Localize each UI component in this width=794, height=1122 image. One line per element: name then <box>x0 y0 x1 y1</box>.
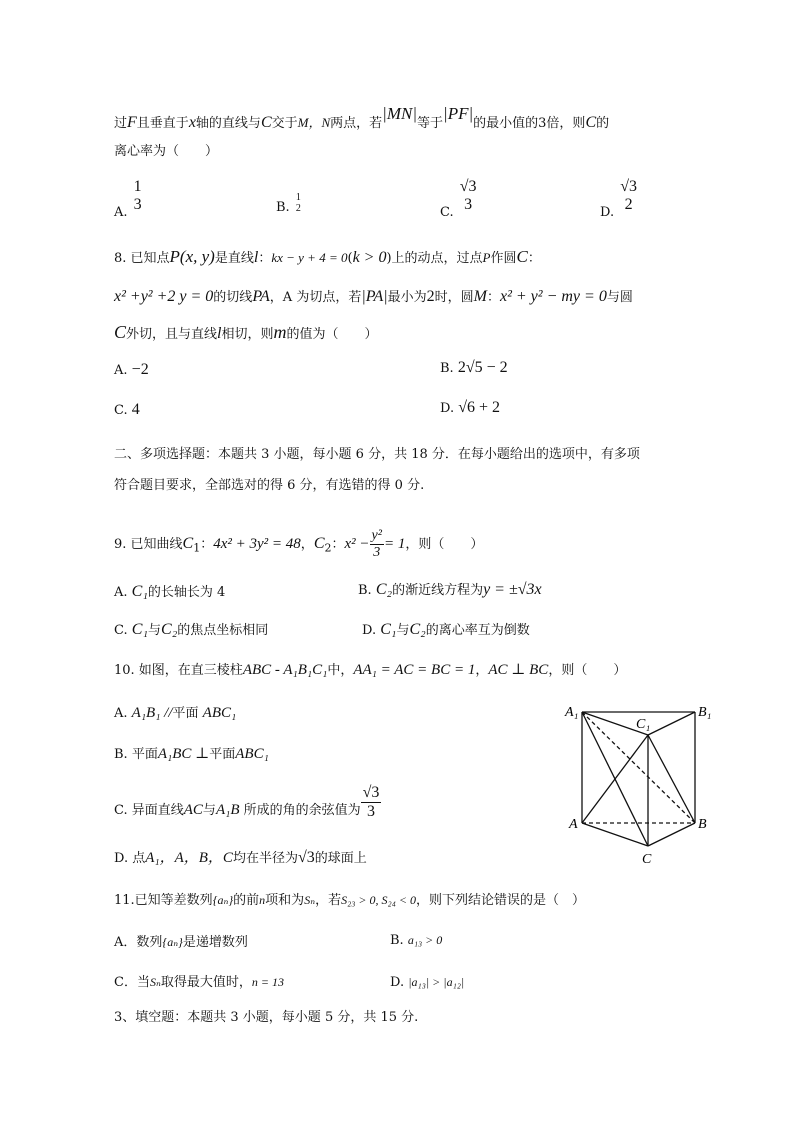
q8-math: k > 0 <box>352 249 387 266</box>
option-math: Sₙ <box>149 975 161 989</box>
q8-text: 最小为 <box>387 290 427 305</box>
q10-stem <box>114 660 626 681</box>
q7-math-c: C <box>585 114 597 131</box>
q11-text: 11.已知等差数列 <box>114 893 213 908</box>
q8-text: )上的动点，过点 <box>386 251 483 266</box>
option-text: 与 <box>148 623 162 638</box>
option-math: a₁₃ > 0 <box>407 933 443 947</box>
q7-math-f: F <box>127 114 137 131</box>
option-label: C. <box>440 204 454 220</box>
option-text: 的球面上 <box>314 851 367 866</box>
q11-text: ，若 <box>315 893 342 908</box>
q10-text: ，则（ ） <box>548 663 627 678</box>
option-label: D. <box>600 204 615 220</box>
q11-text: 项和为 <box>265 893 305 908</box>
q10-option-b[interactable] <box>114 744 269 765</box>
q8-stem-line1 <box>114 247 541 269</box>
q11-text: 的前 <box>233 893 260 908</box>
option-math: C₁ <box>380 621 397 638</box>
option-math: C₂ <box>409 621 426 638</box>
q8-text: 作圆 <box>490 251 517 266</box>
option-math: A₁B <box>215 802 240 818</box>
option-label: A. <box>114 204 128 220</box>
q7-stem-line2: 离心率为（ ） <box>114 144 219 159</box>
q9-text: 9. 已知曲线 <box>114 537 183 552</box>
option-text: 的长轴长为 4 <box>147 585 226 600</box>
q9-math: 2 <box>324 541 332 555</box>
q11-option-c[interactable] <box>114 972 284 993</box>
q10-text: 10. 如图，在直三棱柱 <box>114 663 243 678</box>
q9-text: ，则（ ） <box>405 537 484 552</box>
q8-text: ： <box>258 251 272 266</box>
option-math: A₁B₁ // <box>131 705 173 721</box>
q8-math: C <box>114 322 127 342</box>
label-a1: A₁ <box>565 705 579 720</box>
option-text: 与 <box>396 623 410 638</box>
option-fraction: √3 2 <box>620 178 638 213</box>
edge-c1-b <box>648 735 695 823</box>
option-text: 与 <box>202 803 216 818</box>
option-label: D. <box>390 975 405 990</box>
q11-stem <box>114 890 585 911</box>
q9-math: = 1 <box>383 536 406 552</box>
q8-math: x² + y² − my = 0 <box>499 288 607 305</box>
option-text: 的渐近线方程为 <box>392 583 484 598</box>
option-math: AC <box>183 802 203 818</box>
q7-math-x: x <box>188 114 196 131</box>
option-label: B. <box>390 933 404 948</box>
option-math: y = ±√3x <box>483 581 542 598</box>
option-math: {aₙ} <box>162 935 183 949</box>
option-label: C. <box>114 403 128 418</box>
q11-math: n <box>259 893 266 907</box>
q7-text: 等于 <box>417 116 444 131</box>
q8-text: 是直线 <box>214 251 254 266</box>
q8-math: l <box>253 249 259 266</box>
option-label: A. <box>114 363 128 378</box>
q7-text: 过 <box>114 116 128 131</box>
option-label: A．数列 <box>114 935 163 950</box>
q7-option-a[interactable] <box>114 178 144 220</box>
q8-math: PA <box>252 288 270 305</box>
q9-stem <box>114 524 483 564</box>
q9-math: 1 <box>193 541 201 555</box>
option-text: 平面 <box>209 747 236 762</box>
q9-math: 4x² + 3y² = 48 <box>213 536 301 552</box>
q9-option-d[interactable] <box>362 620 530 641</box>
option-label: D. <box>440 401 455 416</box>
q7-math-mn-points: M，N <box>297 115 331 130</box>
q9-option-c[interactable] <box>114 620 268 641</box>
q8-text: 相切，则 <box>221 327 274 342</box>
option-label: A. <box>114 706 128 721</box>
option-math: A₁，A，B，C <box>145 850 233 866</box>
label-b: B <box>698 817 707 832</box>
q10-option-a[interactable] <box>114 703 236 724</box>
option-label: C. <box>114 623 128 638</box>
option-label: B. <box>358 583 372 598</box>
q7-text: 交于 <box>271 116 298 131</box>
label-a: A <box>569 817 578 832</box>
q9-text: ： <box>200 537 214 552</box>
q8-text: 8. 已知点 <box>114 251 170 266</box>
q11-option-b[interactable] <box>390 930 442 951</box>
q11-math: Sₙ <box>304 893 316 907</box>
label-c1: C₁ <box>636 717 651 732</box>
q8-option-c[interactable] <box>114 400 140 421</box>
q10-math: AC ⊥ BC <box>488 662 549 678</box>
q7-math-abs-mn: |MN| <box>382 104 418 123</box>
q8-math: x² +y² +2 y = 0 <box>114 288 214 305</box>
q9-fraction: $\frac{\text{y²}}{3}$ <box>371 528 382 560</box>
option-label: C．当 <box>114 975 150 990</box>
q7-option-b[interactable] <box>276 192 303 214</box>
q8-text: 外切，且与直线 <box>126 327 218 342</box>
q7-text: 的 <box>596 116 610 131</box>
q10-math: ABC - A₁B₁C₁ <box>242 662 328 678</box>
q8-text: 的切线 <box>213 290 253 305</box>
option-text: 取得最大值时， <box>160 975 252 990</box>
q9-text: ， <box>300 537 314 552</box>
option-math: C₁ <box>131 583 148 600</box>
q7-option-d[interactable] <box>600 178 639 220</box>
q8-text: ，A 为切点，若 <box>269 290 362 305</box>
option-text: 是递增数列 <box>182 935 248 950</box>
q10-math: AA₁ = AC = BC = 1 <box>353 662 476 678</box>
option-label: B. <box>276 199 290 215</box>
q7-option-c[interactable] <box>440 178 479 220</box>
q9-option-a[interactable] <box>114 582 225 603</box>
q8-text: ( <box>347 251 353 266</box>
q9-math: C <box>313 535 325 552</box>
q10-option-d[interactable] <box>114 848 367 869</box>
label-c: C <box>642 852 652 867</box>
q8-math: |PA| <box>361 288 388 305</box>
q8-text: 的值为（ ） <box>286 327 378 342</box>
q8-stem-line2 <box>114 287 633 308</box>
option-math: ABC₁ <box>235 746 269 762</box>
option-math: A₁BC ⊥ <box>157 746 210 762</box>
option-math: C₁ <box>131 621 148 638</box>
q8-option-a[interactable] <box>114 360 149 381</box>
option-value: 2√5 − 2 <box>457 359 508 376</box>
q8-text: ： <box>527 251 541 266</box>
q8-math: P(x, y) <box>169 247 215 266</box>
prism-figure <box>560 700 720 870</box>
option-fraction: 1 2 <box>295 192 301 214</box>
q10-text: 中， <box>327 663 354 678</box>
q9-math: x² − <box>344 536 370 552</box>
option-math: C₂ <box>375 581 393 598</box>
q9-text: ： <box>331 537 345 552</box>
option-text: 的焦点坐标相同 <box>177 623 269 638</box>
q8-math: M <box>473 288 487 305</box>
q8-option-d[interactable] <box>440 398 500 419</box>
option-label: A. <box>114 585 128 600</box>
option-math: C₂ <box>161 621 178 638</box>
q8-stem-line3 <box>114 322 378 345</box>
option-math: ABC₁ <box>202 705 237 721</box>
q11-text: ，则下列结论错误的是（ ） <box>415 893 585 908</box>
option-label: D. <box>362 623 377 638</box>
section2-heading-line1: 二、多项选择题：本题共 3 小题，每小题 6 分，共 18 分．在每小题给出的选项中，有多项 <box>114 447 640 462</box>
option-text: 的离心率互为倒数 <box>425 623 530 638</box>
option-text: 平面 <box>172 706 199 721</box>
option-value: √6 + 2 <box>458 399 501 416</box>
q7-stem-line1 <box>114 104 610 134</box>
q11-math: {aₙ} <box>212 893 234 907</box>
q8-math: m <box>273 322 287 342</box>
q8-text: 时，圆 <box>434 290 474 305</box>
option-value: 4 <box>131 401 140 418</box>
q8-math: C <box>516 247 528 266</box>
q8-math: P <box>482 250 491 265</box>
q11-option-d[interactable] <box>390 972 464 993</box>
q7-math-abs-pf: |PF| <box>443 104 474 123</box>
option-label: B. 平面 <box>114 747 158 762</box>
q8-option-b[interactable] <box>440 358 508 379</box>
q8-math: l <box>217 325 222 342</box>
option-value: −2 <box>131 361 149 378</box>
q7-text: 的最小值的3倍，则 <box>473 116 586 131</box>
edge-c1-b1 <box>648 712 695 735</box>
q8-math: 2 <box>426 288 435 305</box>
q7-text: 两点，若 <box>330 116 383 131</box>
option-math: n = 13 <box>251 975 284 989</box>
option-math: √3 <box>297 849 315 866</box>
option-text: 所成的角的余弦值为 <box>243 803 361 818</box>
option-fraction: √3 3 <box>459 178 477 213</box>
section3-heading: 3、填空题：本题共 3 小题，每小题 5 分，共 15 分. <box>114 1010 419 1025</box>
option-label: B. <box>440 361 454 376</box>
edge-c-b <box>648 823 695 846</box>
section2-heading-line2: 符合题目要求，全部选对的得 6 分，有选错的得 0 分. <box>114 478 425 493</box>
q7-text: 且垂直于 <box>136 116 189 131</box>
q11-math: S₂₃ > 0, S₂₄ < 0 <box>341 893 416 907</box>
q9-math: C <box>182 535 194 552</box>
q9-option-b[interactable] <box>358 580 542 601</box>
q7-math-c: C <box>260 114 272 131</box>
option-label: C. 异面直线 <box>114 803 184 818</box>
q7-text: 轴的直线与 <box>195 116 261 131</box>
q8-text: ： <box>486 290 500 305</box>
option-fraction: 1 3 <box>133 178 142 213</box>
q10-option-c[interactable] <box>114 784 381 830</box>
option-label: D. 点 <box>114 851 146 866</box>
option-text: 均在半径为 <box>232 851 298 866</box>
q8-math: kx − y + 4 = 0 <box>271 250 348 265</box>
option-math: |a₁₃| > |a₁₂| <box>408 975 465 989</box>
q8-text: 与圆 <box>606 290 633 305</box>
q11-option-a[interactable] <box>114 932 248 953</box>
q10-text: ， <box>475 663 489 678</box>
option-fraction: $\frac{√3}{3}$ <box>362 784 380 820</box>
label-b1: B₁ <box>698 705 712 720</box>
